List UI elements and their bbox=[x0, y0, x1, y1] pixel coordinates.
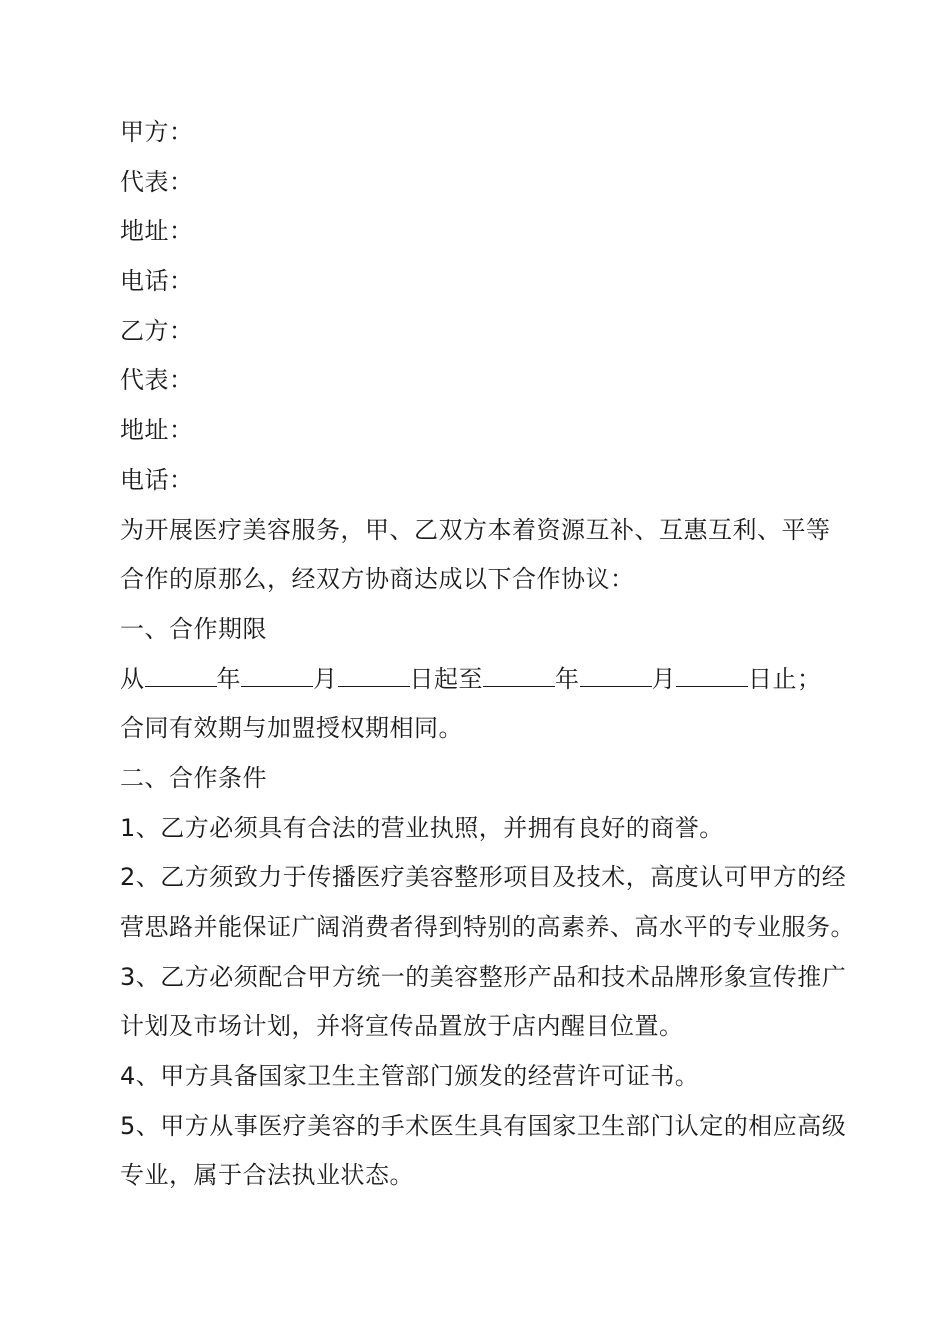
condition-2-line-1: 2、乙方须致力于传播医疗美容整形项目及技术，高度认可甲方的经 bbox=[120, 863, 847, 892]
month-text: 月 bbox=[313, 664, 338, 693]
day-from-text: 日起至 bbox=[409, 664, 483, 693]
start-month-blank bbox=[241, 664, 313, 687]
month-text: 月 bbox=[651, 664, 676, 693]
condition-2-line-2: 营思路并能保证广阔消费者得到特别的高素养、高水平的专业服务。 bbox=[120, 913, 855, 941]
section-2-heading: 二、合作条件 bbox=[120, 763, 267, 792]
condition-4: 4、甲方具备国家卫生主管部门颁发的经营许可证书。 bbox=[120, 1062, 700, 1091]
year-text: 年 bbox=[555, 664, 580, 693]
party-b-label: 乙方： bbox=[120, 316, 194, 345]
party-a-address-label: 地址： bbox=[120, 217, 194, 246]
start-day-blank bbox=[338, 664, 410, 687]
party-b-address-label: 地址： bbox=[120, 416, 194, 445]
condition-5-line-2: 专业，属于合法执业状态。 bbox=[120, 1161, 414, 1190]
party-a-phone-label: 电话： bbox=[120, 267, 194, 296]
condition-3-line-1: 3、乙方必须配合甲方统一的美容整形产品和技术品牌形象宣传推广 bbox=[120, 962, 847, 991]
section-1-heading: 一、合作期限 bbox=[120, 614, 267, 643]
day-to-text: 日止； bbox=[748, 664, 822, 693]
term-date-line bbox=[120, 655, 840, 705]
condition-5-line-1: 5、甲方从事医疗美容的手术医生具有国家卫生部门认定的相应高级 bbox=[120, 1111, 847, 1140]
preamble-line-1: 为开展医疗美容服务，甲、乙双方本着资源互补、互惠互利、平等 bbox=[120, 515, 831, 544]
end-year-blank bbox=[483, 664, 555, 687]
end-month-blank bbox=[580, 664, 652, 687]
validity-text: 合同有效期与加盟授权期相同。 bbox=[120, 714, 463, 743]
condition-1: 1、乙方必须具有合法的营业执照，并拥有良好的商誉。 bbox=[120, 813, 724, 842]
preamble-line-2: 合作的原那么，经双方协商达成以下合作协议： bbox=[120, 565, 635, 594]
from-text: 从 bbox=[120, 664, 145, 693]
party-b-phone-label: 电话： bbox=[120, 465, 194, 494]
condition-3-line-2: 计划及市场计划，并将宣传品置放于店内醒目位置。 bbox=[120, 1012, 684, 1041]
year-text: 年 bbox=[216, 664, 241, 693]
end-day-blank bbox=[676, 664, 748, 687]
party-b-representative-label: 代表： bbox=[120, 366, 194, 395]
party-a-label: 甲方： bbox=[120, 118, 194, 146]
party-a-representative-label: 代表： bbox=[120, 167, 194, 196]
start-year-blank bbox=[145, 664, 217, 687]
contract-page bbox=[120, 108, 855, 1201]
